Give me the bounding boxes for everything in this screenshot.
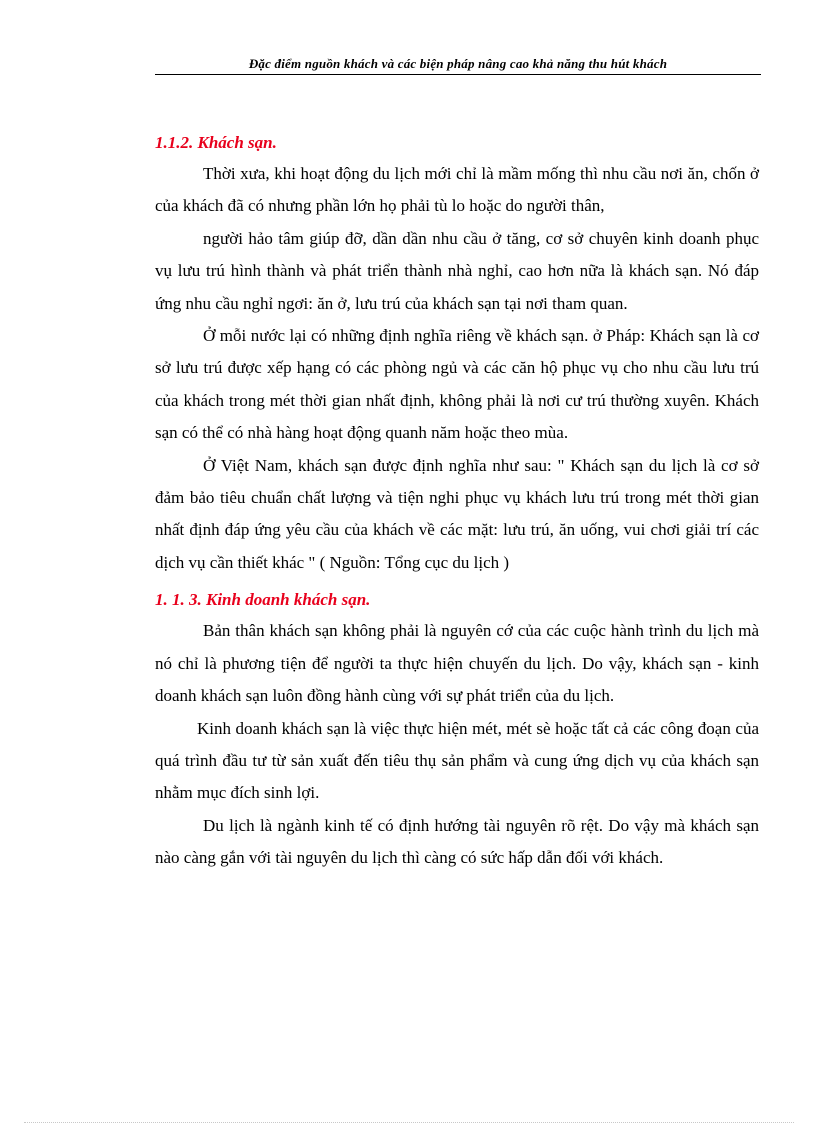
paragraph: người hảo tâm giúp đỡ, dần dần nhu cầu ở tăng, cơ sở chuyên kinh doanh phục vụ lưu trú hình thành và phát triển thành nhà nghỉ, cao hơn nữa là khách sạn. Nó đáp ứng nhu cầu nghỉ ngơi: ăn ở, lưu trú của khách sạn tại nơi tham quan. <box>155 228 759 313</box>
paragraph: Thời xưa, khi hoạt động du lịch mới chỉ là mầm mống thì nhu cầu nơi ăn, chốn ở của khách đã có nhưng phần lớn họ phải tù lo hoặc do người thân, <box>155 164 759 216</box>
paragraph: Du lịch là ngành kinh tế có định hướng tài nguyên rõ rệt. Do vậy mà khách sạn nào càng gắn với tài nguyên du lịch thì càng có sức hấp dẫn đối với khách. <box>155 815 759 868</box>
section-heading-hotel: 1.1.2. Khách sạn. <box>155 133 277 152</box>
paragraph: Bản thân khách sạn không phải là nguyên cớ của các cuộc hành trình du lịch mà nó chỉ là phương tiện để người ta thực hiện chuyến du lịch. Do vậy, khách sạn - kinh doanh khách sạn luôn đồng hành cùng với sự phát triển của du lịch. <box>155 621 759 706</box>
page-header: Đặc điểm nguồn khách và các biện pháp nâng cao khả năng thu hút khách <box>248 56 668 71</box>
paragraph: Ở Việt Nam, khách sạn được định nghĩa như sau: " Khách sạn du lịch là cơ sở đảm bảo tiêu chuẩn chất lượng và tiện nghi phục vụ khách lưu trú trong mét thời gian nhất định đáp ứng yêu cầu của khách về các mặt: lưu trú, ăn uống, vui chơi giải trí các dịch vụ cần thiết khác " ( Nguồn: Tổng cục du lịch ) <box>155 455 759 572</box>
paragraph: Kinh doanh khách sạn là việc thực hiện mét, mét sè hoặc tất cả các công đoạn của quá trình đầu tư từ sản xuất đến tiêu thụ sản phẩm và cung ứng dịch vụ của khách sạn nhằm mục đích sinh lợi. <box>155 718 759 803</box>
section-heading-hotel-business: 1. 1. 3. Kinh doanh khách sạn. <box>155 590 371 610</box>
document-body <box>155 128 759 875</box>
header-rule <box>155 74 761 75</box>
paragraph: Ở mỗi nước lại có những định nghĩa riêng về khách sạn. ở Pháp: Khách sạn là cơ sở lưu trú được xếp hạng có các phòng ngủ và các căn hộ phục vụ cho nhu cầu lưu trú của khách trong mét thời gian nhất định, không phải là nơi cư trú thường xuyên. Khách sạn có thể có nhà hàng hoạt động quanh năm hoặc theo mùa. <box>155 326 759 443</box>
